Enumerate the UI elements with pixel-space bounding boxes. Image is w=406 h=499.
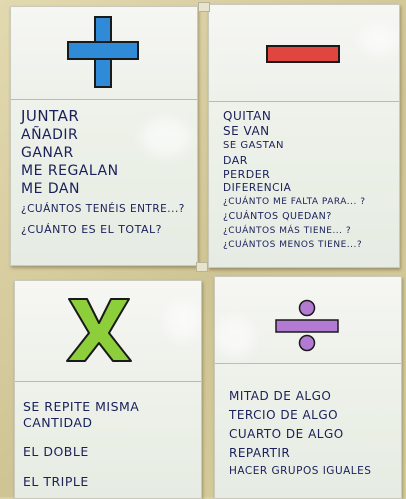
addition-keyword: JUNTAR — [21, 107, 80, 125]
division-keyword: TERCIO DE ALGO — [229, 408, 339, 422]
subtraction-keyword: ¿CUÁNTO ME FALTA PARA... ? — [223, 197, 366, 207]
addition-card-header — [11, 7, 197, 100]
subtraction-keyword: PERDER — [223, 168, 271, 181]
subtraction-keyword: DAR — [223, 154, 248, 167]
addition-keyword: ¿CUÁNTO ES EL TOTAL? — [21, 223, 162, 236]
subtraction-keyword: ¿CUÁNTOS MÁS TIENE... ? — [223, 226, 352, 236]
addition-keyword: ¿CUÁNTOS TENÉIS ENTRE...? — [21, 203, 185, 215]
board-clip — [196, 262, 208, 272]
subtraction-keyword: QUITAN — [223, 109, 272, 123]
addition-keyword: ME REGALAN — [21, 163, 119, 179]
multiplication-keyword-list — [23, 399, 201, 491]
division-keyword: HACER GRUPOS IGUALES — [229, 465, 372, 477]
multiplication-keyword: CANTIDAD — [23, 415, 93, 430]
division-keyword: REPARTIR — [229, 446, 291, 460]
subtraction-keyword: ¿CUÁNTOS QUEDAN? — [223, 211, 332, 222]
addition-keyword: AÑADIR — [21, 127, 79, 143]
subtraction-keyword: SE GASTAN — [223, 140, 284, 151]
multiplication-keyword: EL DOBLE — [23, 444, 89, 459]
subtraction-card — [208, 4, 400, 268]
division-keyword-list — [229, 387, 401, 480]
multiplication-keyword: EL TRIPLE — [23, 474, 89, 489]
addition-card — [10, 6, 198, 266]
multiplication-card — [14, 280, 202, 499]
subtraction-keyword: ¿CUÁNTOS MENOS TIENE...? — [223, 240, 363, 250]
division-card — [214, 276, 402, 499]
subtraction-keyword: SE VAN — [223, 124, 270, 138]
division-keyword: MITAD DE ALGO — [229, 389, 332, 403]
addition-keyword: ME DAN — [21, 181, 80, 197]
multiplication-keyword: SE REPITE MISMA — [23, 399, 140, 414]
board-clip — [198, 2, 210, 12]
subtraction-keyword: DIFERENCIA — [223, 182, 292, 194]
division-keyword: CUARTO DE ALGO — [229, 427, 344, 441]
addition-keyword: GANAR — [21, 145, 74, 161]
subtraction-keyword-list — [223, 109, 399, 253]
plus-sign-icon — [11, 7, 197, 99]
addition-keyword-list — [21, 106, 197, 240]
